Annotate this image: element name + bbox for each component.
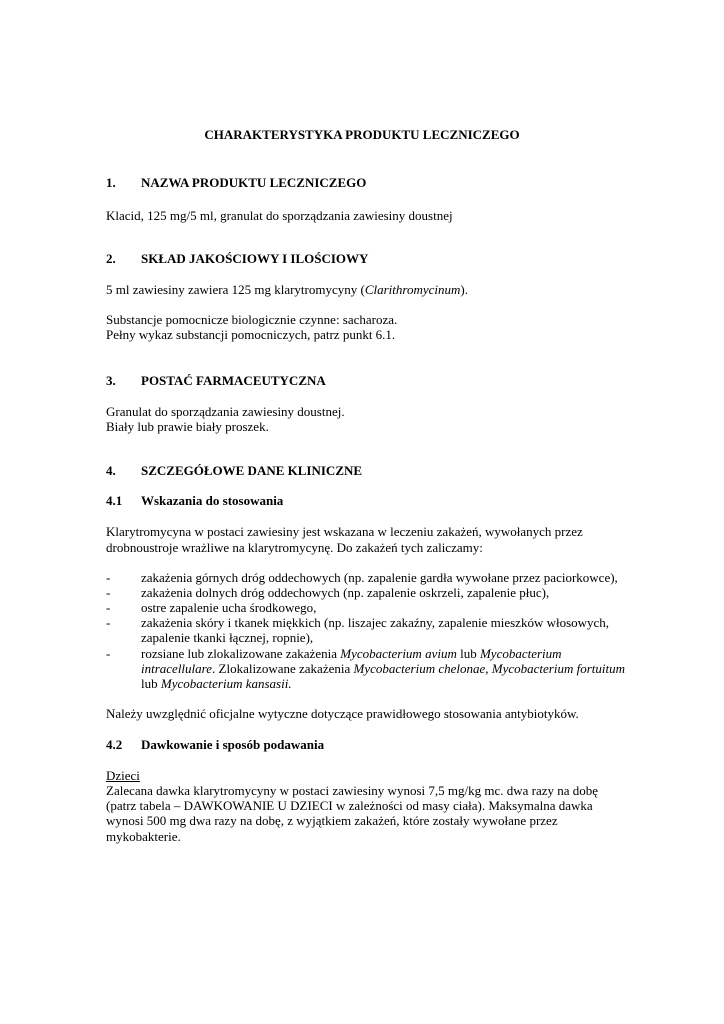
subsection-4-2-number: 4.2 <box>106 737 123 752</box>
indication-item-5-line-2 <box>141 661 625 677</box>
dosage-line-4: mykobakterie. <box>106 829 181 844</box>
indication-item-4-line-2: zapalenie tkanki łącznej, ropnie), <box>141 630 314 645</box>
section-1-heading: NAZWA PRODUKTU LECZNICZEGO <box>141 175 367 190</box>
composition-line <box>106 282 468 298</box>
subsection-4-1-heading: Wskazania do stosowania <box>141 493 284 508</box>
section-3-number: 3. <box>106 373 116 388</box>
section-1-number: 1. <box>106 175 116 190</box>
dosage-line-2: (patrz tabela – DAWKOWANIE U DZIECI w zależności od masy ciała). Maksymalna dawka <box>106 798 593 813</box>
document-title: CHARAKTERYSTYKA PRODUKTU LECZNICZEGO <box>204 127 520 142</box>
appearance-text: Biały lub prawie biały proszek. <box>106 419 269 434</box>
item-text: . Zlokalizowane zakażenia <box>212 661 354 676</box>
dosage-line-1: Zalecana dawka klarytromycyny w postaci zawiesiny wynosi 7,5 mg/kg mc. dwa razy na dobę <box>106 783 599 798</box>
list-bullet: - <box>106 646 111 661</box>
indication-item-3: ostre zapalenie ucha środkowego, <box>141 600 317 615</box>
excipients-text: Substancje pomocnicze biologicznie czynne: sacharoza. <box>106 312 398 327</box>
indication-item-2: zakażenia dolnych dróg oddechowych (np. zapalenie oskrzeli, zapalenie płuc), <box>141 585 550 600</box>
section-4-number: 4. <box>106 463 116 478</box>
latin-name: intracellulare <box>141 661 213 676</box>
section-2-number: 2. <box>106 251 116 266</box>
item-text: rozsiane lub zlokalizowane zakażenia <box>141 646 341 661</box>
item-text: lub <box>456 646 480 661</box>
section-2-heading: SKŁAD JAKOŚCIOWY I ILOŚCIOWY <box>141 251 369 266</box>
list-bullet: - <box>106 585 111 600</box>
subsection-4-1-number: 4.1 <box>106 493 123 508</box>
list-bullet: - <box>106 600 111 615</box>
form-text: Granulat do sporządzania zawiesiny doustnej. <box>106 404 345 419</box>
list-bullet: - <box>106 570 111 585</box>
indication-item-5-line-3 <box>141 676 292 692</box>
indication-item-4-line-1: zakażenia skóry i tkanek miękkich (np. liszajec zakaźny, zapalenie mieszków włosowych, <box>141 615 610 630</box>
latin-name: Clarithromycinum <box>364 282 461 297</box>
indication-item-1: zakażenia górnych dróg oddechowych (np. zapalenie gardła wywołane przez paciorkowce), <box>141 570 618 585</box>
excipients-reference: Pełny wykaz substancji pomocniczych, patrz punkt 6.1. <box>106 327 396 342</box>
list-bullet: - <box>106 615 111 630</box>
section-3-heading: POSTAĆ FARMACEUTYCZNA <box>141 373 326 388</box>
product-name-text: Klacid, 125 mg/5 ml, granulat do sporządzania zawiesiny doustnej <box>106 208 453 223</box>
item-text: lub <box>141 676 161 691</box>
indication-item-5-line-1 <box>141 646 562 662</box>
latin-name: Mycobacterium <box>479 646 562 661</box>
indications-intro-1: Klarytromycyna w postaci zawiesiny jest wskazana w leczeniu zakażeń, wywołanych przez <box>106 524 583 539</box>
children-subheading: Dzieci <box>106 768 140 783</box>
section-4-heading: SZCZEGÓŁOWE DANE KLINICZNE <box>141 463 363 478</box>
latin-name: Mycobacterium chelonae, Mycobacterium fortuitum <box>353 661 625 676</box>
latin-name: Mycobacterium kansasii. <box>160 676 292 691</box>
latin-name: Mycobacterium avium <box>340 646 457 661</box>
subsection-4-2-heading: Dawkowanie i sposób podawania <box>141 737 325 752</box>
composition-end: ). <box>460 282 469 297</box>
composition-text: 5 ml zawiesiny zawiera 125 mg klarytromycyny ( <box>106 282 365 297</box>
indications-intro-2: drobnoustroje wrażliwe na klarytromycynę. Do zakażeń tych zaliczamy: <box>106 540 483 555</box>
dosage-line-3: wynosi 500 mg dwa razy na dobę, z wyjątkiem zakażeń, które zostały wywołane przez <box>106 813 558 828</box>
antibiotic-guideline-note: Należy uwzględnić oficjalne wytyczne dotyczące prawidłowego stosowania antybiotyków. <box>106 706 579 721</box>
